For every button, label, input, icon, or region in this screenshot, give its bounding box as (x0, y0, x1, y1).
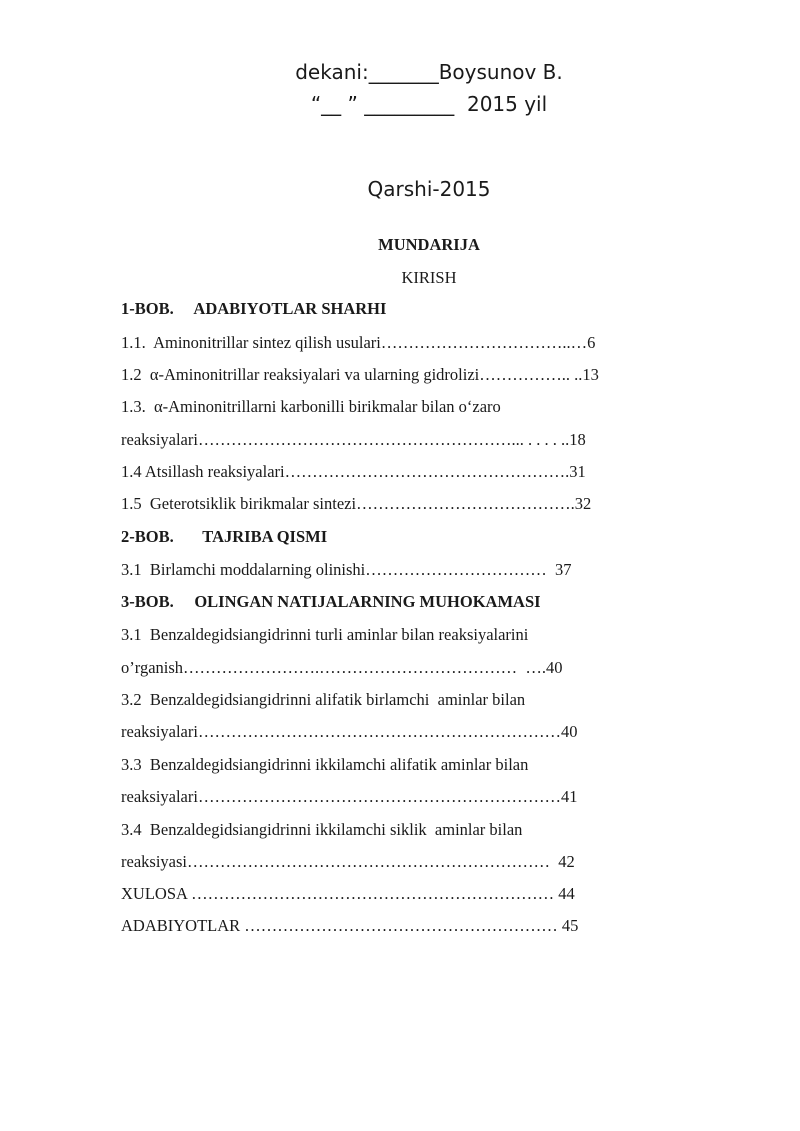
date-line: “__ ” _________ 2015 yil (310, 92, 548, 116)
toc-entry: 3.1 Benzaldegidsiangidrinni turli aminlar bilan reaksiyalarini (121, 625, 529, 644)
toc-entry: 3.4 Benzaldegidsiangidrinni ikkilamchi siklik aminlar bilan (121, 820, 523, 839)
toc-entry: ADABIYOTLAR ………………………………………………… 45 (121, 916, 579, 935)
toc-entry: 1.3. α-Aminonitrillarni karbonilli birikmalar bilan o‘zaro (121, 397, 501, 416)
toc-intro: KIRISH (401, 268, 457, 287)
toc-entry: 1.4 Atsillash reaksiyalari…………………………………………….31 (121, 462, 586, 481)
toc-entry: XULOSA ………………………………………………………… 44 (121, 884, 575, 903)
dean-signature-line: dekani:_______Boysunov B. (295, 60, 563, 84)
toc-entry: reaksiyalari…………………………………………………………41 (121, 787, 578, 806)
toc-entry: reaksiyalari…………………………………………………………40 (121, 722, 578, 741)
toc-entry: 3.2 Benzaldegidsiangidrinni alifatik birlamchi aminlar bilan (121, 690, 526, 709)
toc-entry: 1.5 Geterotsiklik birikmalar sintezi………………………………….32 (121, 494, 592, 513)
toc-entry: reaksiyasi………………………………………………………… 42 (121, 852, 575, 871)
toc-entry: reaksiyalari…………………………………………………... . . . . ..18 (121, 430, 586, 449)
toc-chapter-heading: 1-BOB. ADABIYOTLAR SHARHI (121, 299, 387, 318)
toc-entry: 3.3 Benzaldegidsiangidrinni ikkilamchi alifatik aminlar bilan (121, 755, 529, 774)
toc-title: MUNDARIJA (378, 235, 480, 254)
toc-entry: 1.1. Aminonitrillar sintez qilish usulari……………………………..…6 (121, 333, 596, 352)
toc-chapter-heading: 3-BOB. OLINGAN NATIJALARNING MUHOKAMASI (121, 592, 541, 611)
toc-chapter-heading: 2-BOB. TAJRIBA QISMI (121, 527, 328, 546)
toc-entry: 3.1 Birlamchi moddalarning olinishi…………………………… 37 (121, 560, 572, 579)
place-year: Qarshi-2015 (367, 177, 491, 201)
toc-entry: o’rganish…………………….……………………………… ….40 (121, 658, 563, 677)
toc-entry: 1.2 α-Aminonitrillar reaksiyalari va ularning gidrolizi…………….. ..13 (121, 365, 599, 384)
